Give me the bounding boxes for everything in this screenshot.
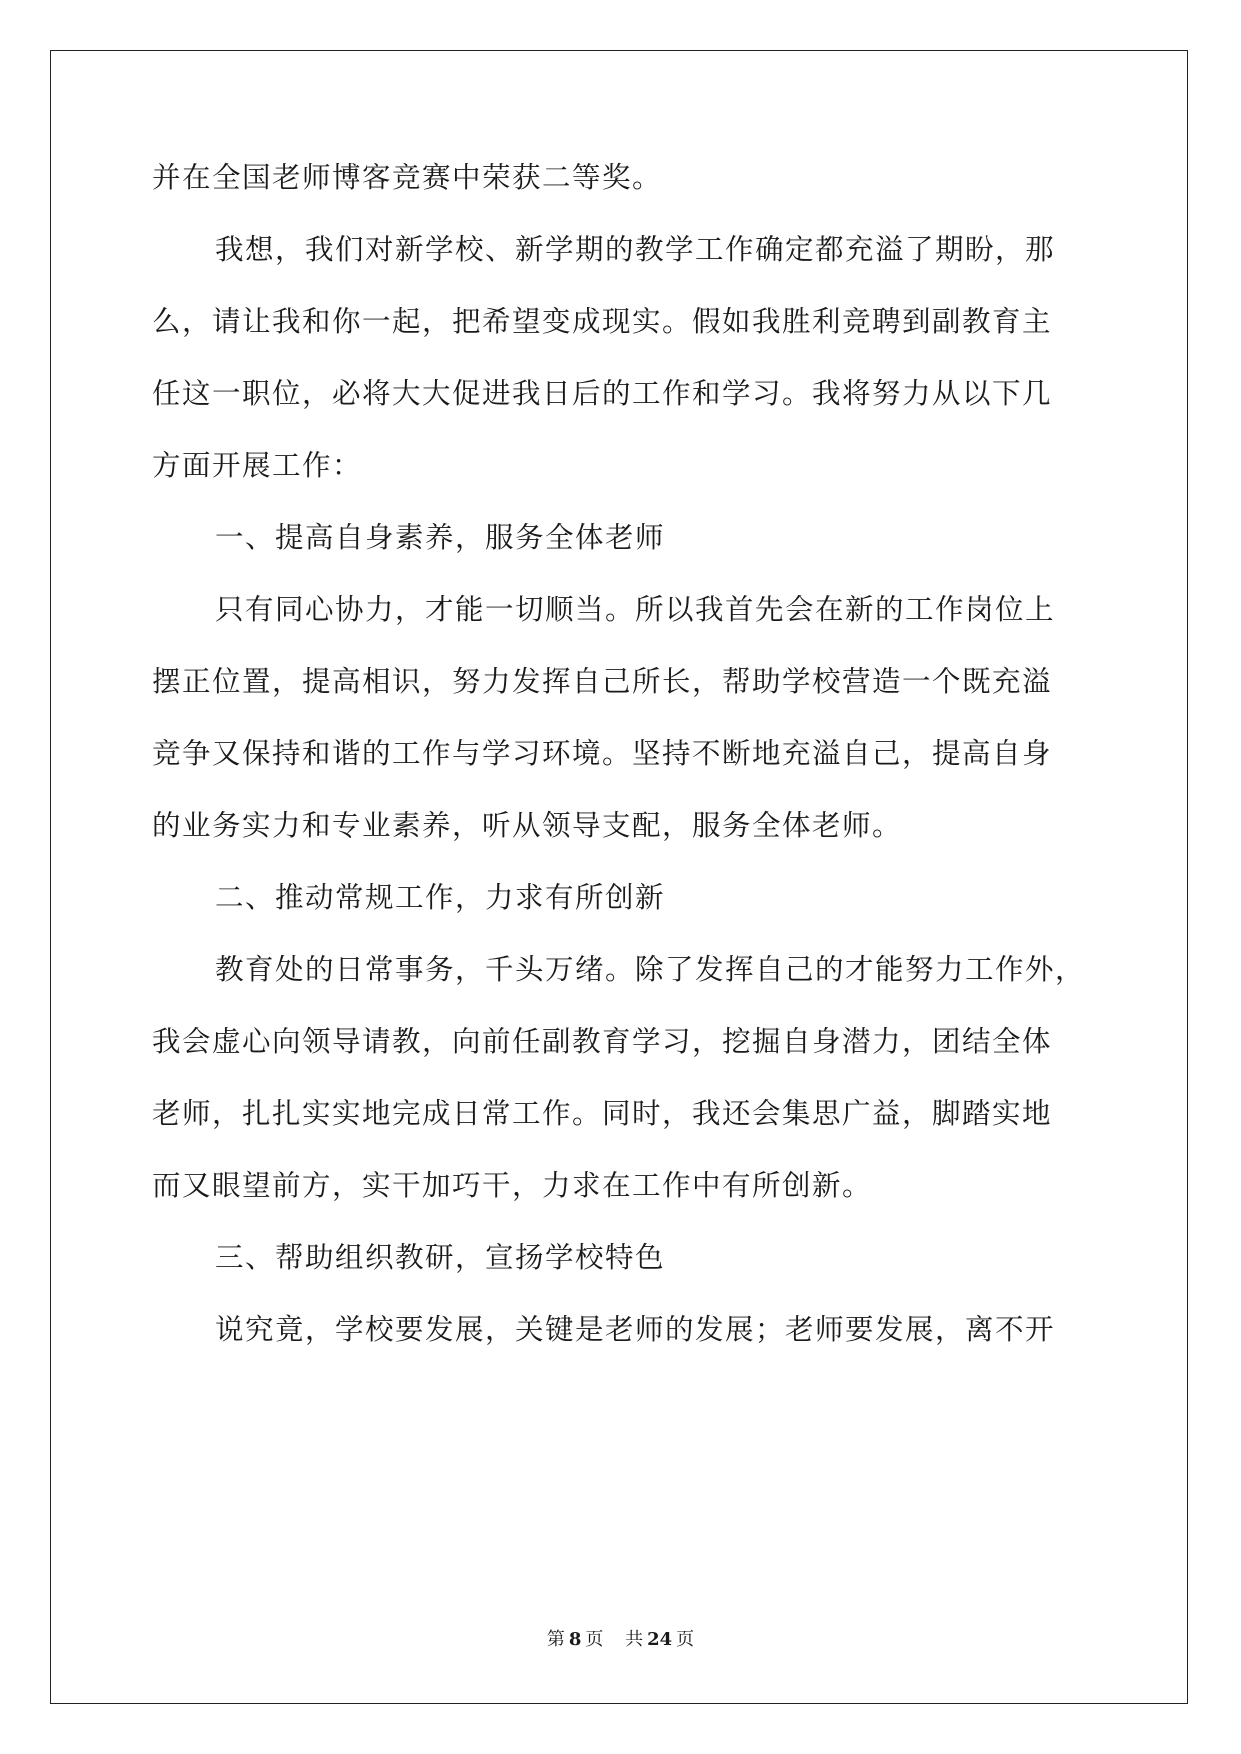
body-line: 任这一职位，必将大大促进我日后的工作和学习。我将努力从以下几 [152,377,1053,410]
section-heading: 二、推动常规工作，力求有所创新 [215,881,666,914]
page-suffix: 页 [585,1629,604,1650]
total-pages: 24 [647,1629,673,1650]
body-line: 只有同心协力，才能一切顺当。所以我首先会在新的工作岗位上 [215,593,1056,626]
section-heading: 一、提高自身素养，服务全体老师 [215,521,666,554]
body-line: 摆正位置，提高相识，努力发挥自己所长，帮助学校营造一个既充溢 [152,665,1053,698]
body-line: 的业务实力和专业素养，听从领导支配，服务全体老师。 [152,809,903,842]
body-line: 么，请让我和你一起，把希望变成现实。假如我胜利竞聘到副教育主 [152,305,1053,338]
section-heading: 三、帮助组织教研，宣扬学校特色 [215,1241,666,1274]
body-line: 而又眼望前方，实干加巧干，力求在工作中有所创新。 [152,1169,873,1202]
body-line: 教育处的日常事务，千头万绪。除了发挥自己的才能努力工作外， [215,953,1086,986]
total-indicator [621,1629,698,1650]
body-line: 方面开展工作： [152,449,363,482]
body-line: 老师，扎扎实实地完成日常工作。同时，我还会集思广益，脚踏实地 [152,1097,1053,1130]
page-footer [0,1628,1241,1652]
body-line: 我想，我们对新学校、新学期的教学工作确定都充溢了期盼，那 [215,233,1056,266]
page-border [50,50,1188,1704]
body-line: 竞争又保持和谐的工作与学习环境。坚持不断地充溢自己，提高自身 [152,737,1053,770]
body-line: 并在全国老师博客竞赛中荣获二等奖。 [152,161,663,194]
total-prefix: 共 [625,1629,644,1650]
body-line: 我会虚心向领导请教，向前任副教育学习，挖掘自身潜力，团结全体 [152,1025,1053,1058]
page-indicator [543,1629,608,1650]
body-line: 说究竟，学校要发展，关键是老师的发展；老师要发展，离不开 [215,1313,1056,1346]
total-suffix: 页 [676,1629,695,1650]
page-prefix: 第 [546,1629,565,1650]
page-number: 8 [568,1629,582,1650]
